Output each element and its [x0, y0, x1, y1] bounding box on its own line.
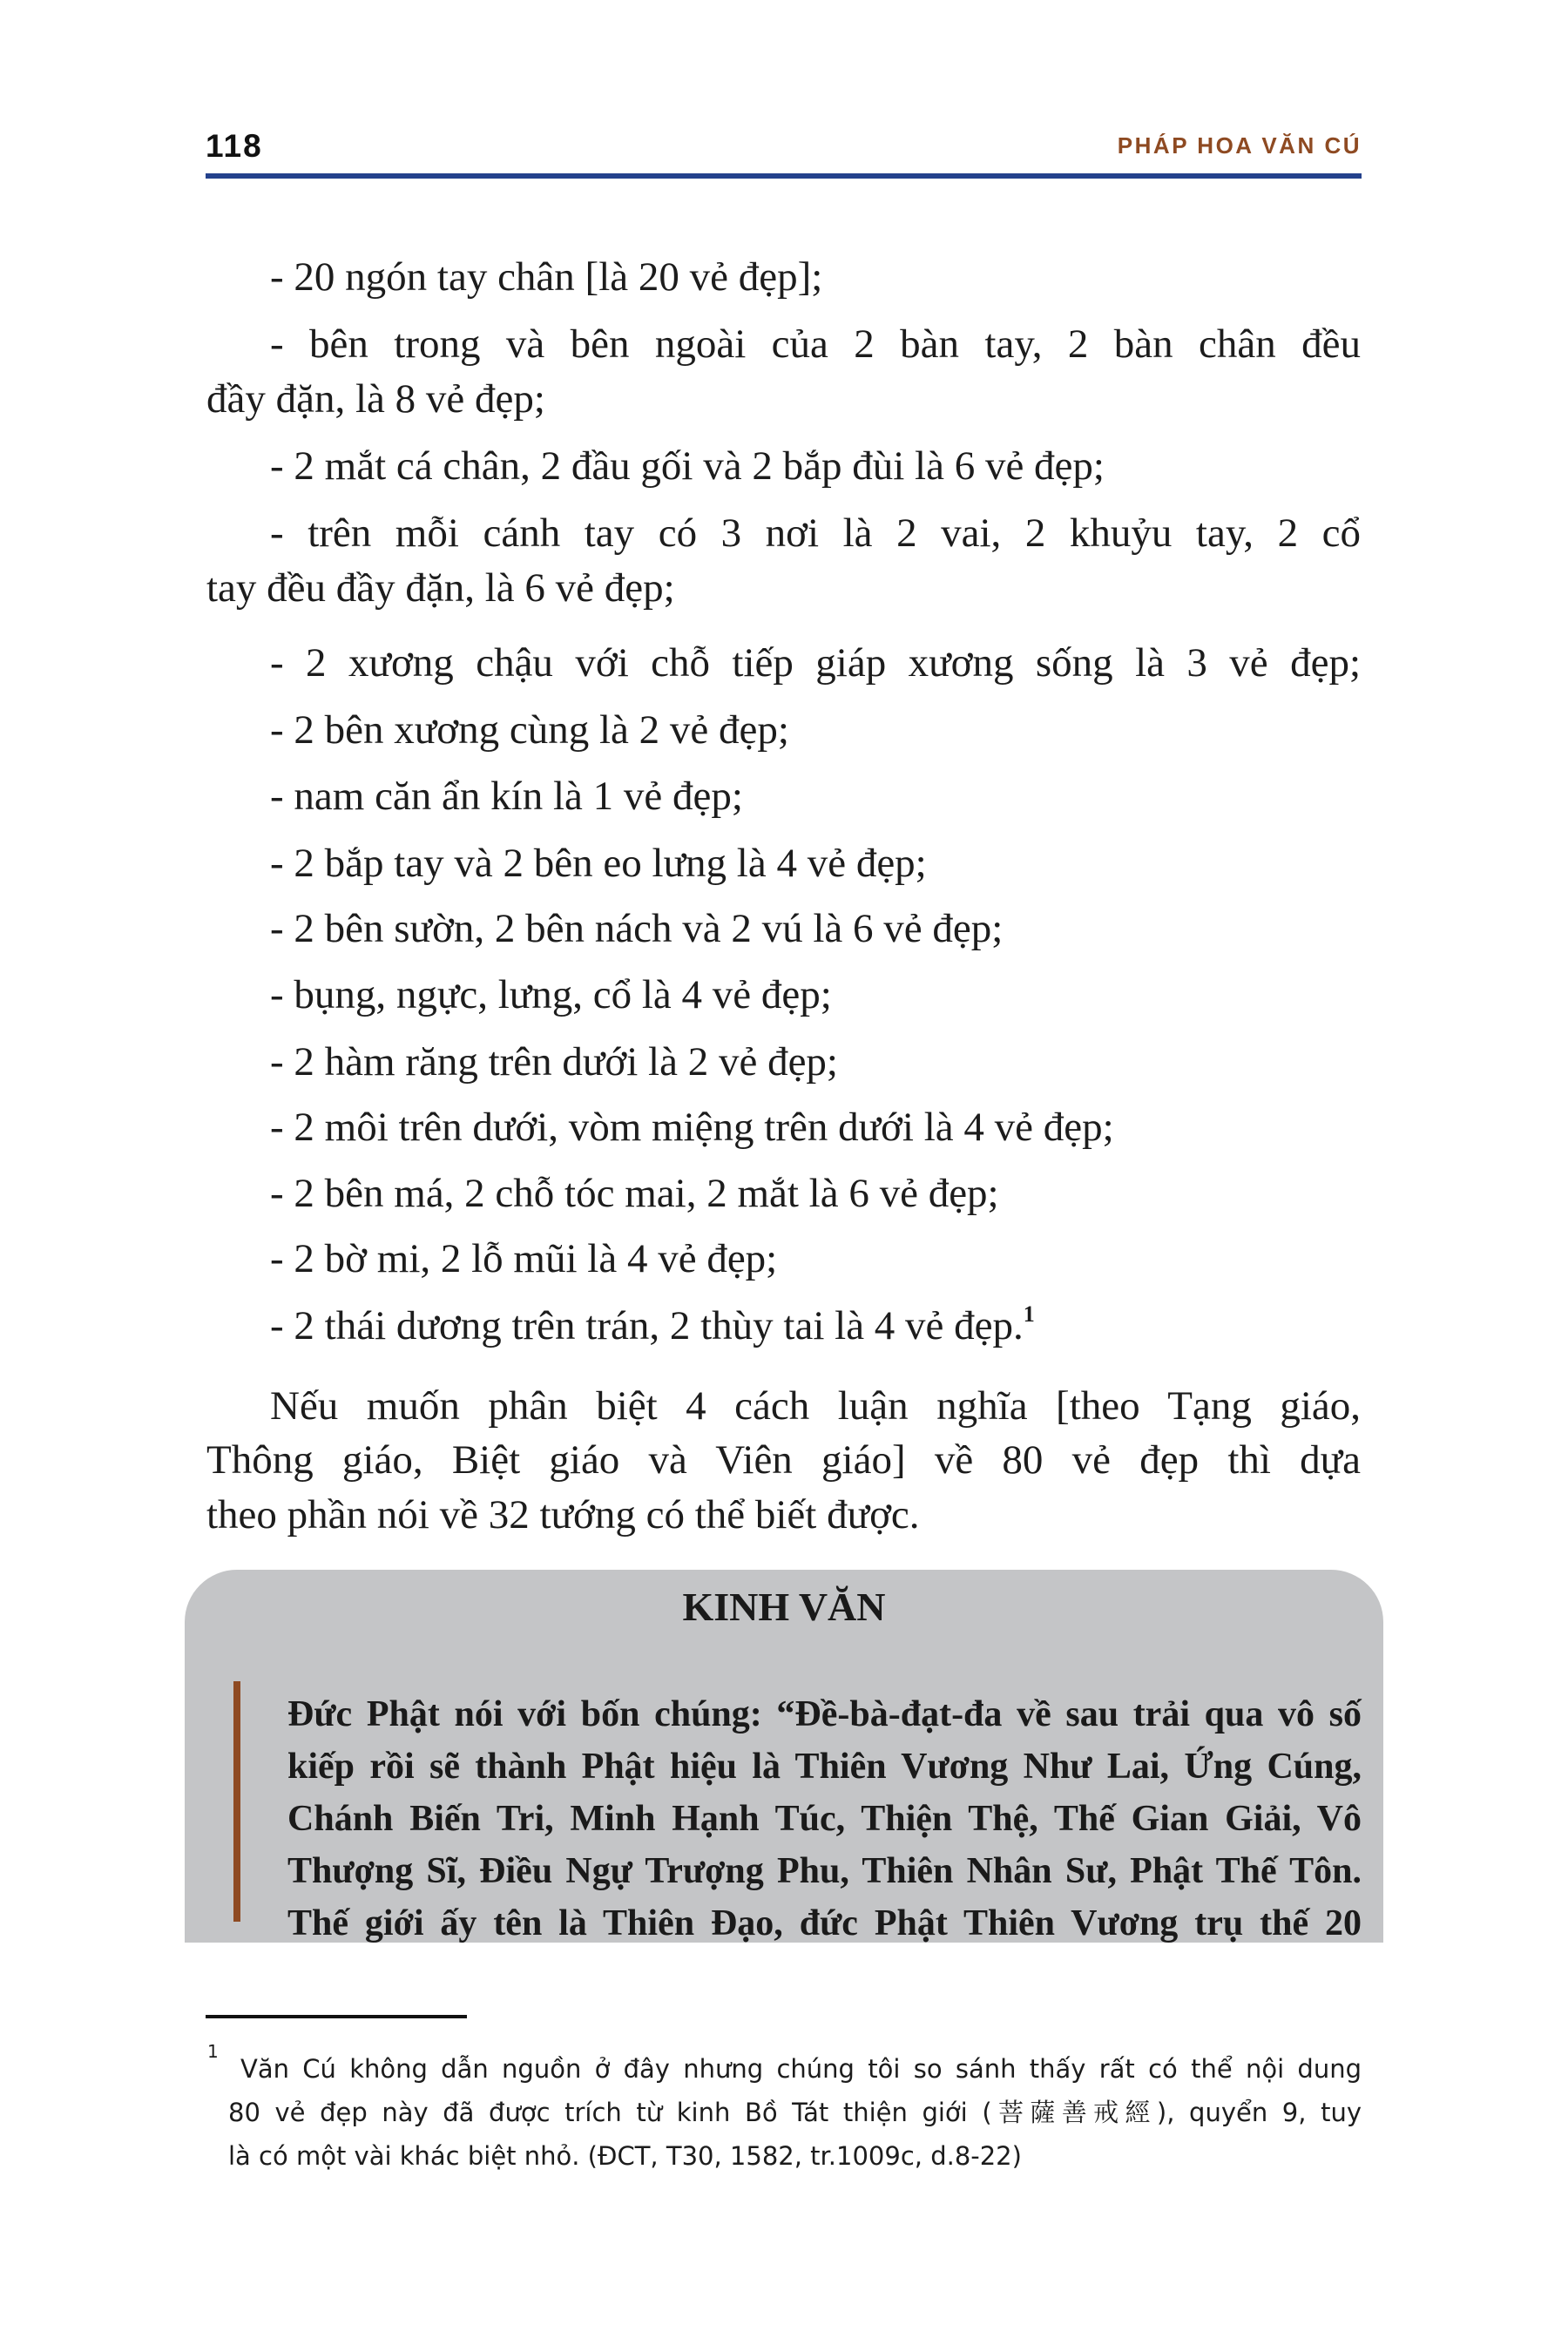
- footnote-line: 80 vẻ đẹp này đã được trích từ kinh Bồ Tát thiện giới (菩薩善戒經), quyển 9, tuy: [228, 2098, 1362, 2127]
- running-head: PHÁP HOA VĂN CÚ: [1117, 132, 1362, 159]
- body-line: Thông giáo, Biệt giáo và Viên giáo] về 80 vẻ đẹp thì dựa: [206, 1437, 1361, 1483]
- body-line: - 2 bên xương cùng là 2 vẻ đẹp;: [270, 707, 789, 753]
- body-line: đầy đặn, là 8 vẻ đẹp;: [206, 376, 545, 422]
- sutra-title: KINH VĂN: [682, 1585, 886, 1629]
- body-line: - 2 hàm răng trên dưới là 2 vẻ đẹp;: [270, 1039, 838, 1085]
- body-line: - nam căn ẩn kín là 1 vẻ đẹp;: [270, 774, 743, 819]
- body-line: - bụng, ngực, lưng, cổ là 4 vẻ đẹp;: [270, 972, 832, 1017]
- sutra-line: Đức Phật nói với bốn chúng: “Đề-bà-đạt-đa về sau trải qua vô số: [287, 1694, 1362, 1734]
- footnote-rule: [206, 2015, 467, 2018]
- body-line: - 2 mắt cá chân, 2 đầu gối và 2 bắp đùi là 6 vẻ đẹp;: [270, 443, 1105, 489]
- sutra-line: Thượng Sĩ, Điều Ngự Trượng Phu, Thiên Nhân Sư, Phật Thế Tôn.: [287, 1851, 1362, 1891]
- body-line: - bên trong và bên ngoài của 2 bàn tay, 2 bàn chân đều: [270, 321, 1361, 367]
- sutra-accent-bar: [233, 1681, 240, 1922]
- body-line: tay đều đầy đặn, là 6 vẻ đẹp;: [206, 565, 675, 611]
- body-line: Nếu muốn phân biệt 4 cách luận nghĩa [theo Tạng giáo,: [270, 1383, 1361, 1429]
- body-line: - 2 bên má, 2 chỗ tóc mai, 2 mắt là 6 vẻ đẹp;: [270, 1171, 999, 1216]
- body-line: - 2 môi trên dưới, vòm miệng trên dưới là 4 vẻ đẹp;: [270, 1105, 1114, 1150]
- body-line: - 2 bắp tay và 2 bên eo lưng là 4 vẻ đẹp;: [270, 841, 927, 886]
- body-line: - 20 ngón tay chân [là 20 vẻ đẹp];: [270, 254, 823, 300]
- body-line-text: - 2 thái dương trên trán, 2 thùy tai là 4 vẻ đẹp.: [270, 1303, 1024, 1348]
- footnote-reference[interactable]: 1: [1023, 1301, 1035, 1327]
- sutra-line: kiếp rồi sẽ thành Phật hiệu là Thiên Vương Như Lai, Ứng Cúng,: [287, 1747, 1362, 1787]
- sutra-line: Chánh Biến Tri, Minh Hạnh Túc, Thiện Thệ, Thế Gian Giải, Vô: [287, 1799, 1362, 1839]
- body-line: theo phần nói về 32 tướng có thể biết được.: [206, 1492, 920, 1538]
- page-number: 118: [206, 128, 263, 164]
- body-line: - 2 bờ mi, 2 lỗ mũi là 4 vẻ đẹp;: [270, 1236, 778, 1281]
- body-line: - trên mỗi cánh tay có 3 nơi là 2 vai, 2 khuỷu tay, 2 cổ: [270, 510, 1361, 556]
- header-rule: [206, 173, 1362, 179]
- body-line: - 2 bên sườn, 2 bên nách và 2 vú là 6 vẻ đẹp;: [270, 906, 1004, 951]
- sutra-line: Thế giới ấy tên là Thiên Đạo, đức Phật Thiên Vương trụ thế 20: [287, 1903, 1362, 1943]
- body-line: [270, 1301, 1361, 1350]
- footnote-line: Văn Cú không dẫn nguồn ở đây nhưng chúng tôi so sánh thấy rất có thể nội dung: [240, 2054, 1362, 2084]
- footnote-number: 1: [207, 2041, 219, 2062]
- body-line: - 2 xương chậu với chỗ tiếp giáp xương sống là 3 vẻ đẹp;: [270, 640, 1361, 686]
- footnote-line: là có một vài khác biệt nhỏ. (ĐCT, T30, 1582, tr.1009c, d.8-22): [228, 2141, 1022, 2171]
